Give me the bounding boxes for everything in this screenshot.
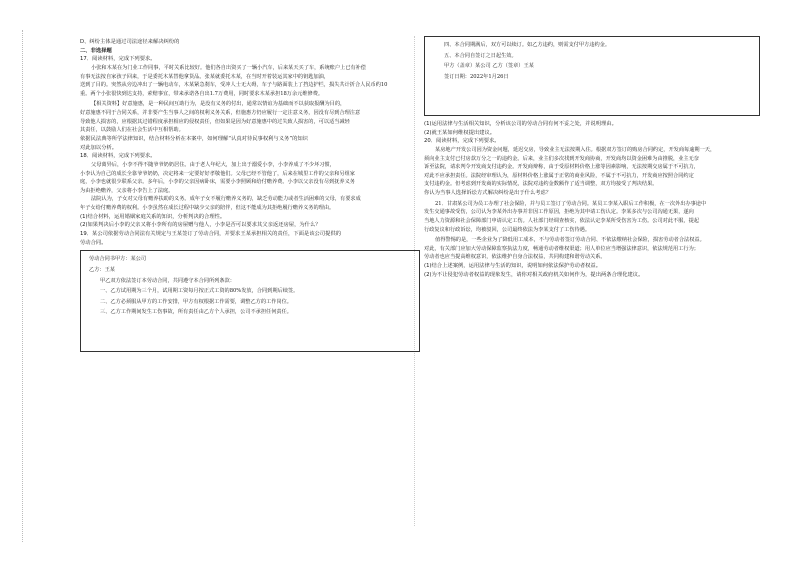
contract-line: 乙方：王某 <box>89 266 115 273</box>
q18-subquestion: (1)结合材料，运用婚姻家庭关系的知识，分析判决的合理性。 <box>80 213 226 220</box>
q21-material-line: 值得警惕的是，一些企业为了降低用工成本，不与劳动者签订劳动合同、不依法缴纳社会保险，损害劳动者合法权益。 <box>435 237 705 244</box>
q21-material-line: 发生交通事故受伤，公司认为李某外出办事并非因工作原因，拒绝为其申请工伤认定。李某多次与公司沟通无果，遂向 <box>424 209 694 216</box>
q21-material-line: 21．甘肃某公司为员工办理了社会保险，并与员工签订了劳动合同。某员工李某入职后工作积极，在一次外出办事途中 <box>435 200 707 207</box>
q20-material-line: 支付违约金。但考虑到开发商的实际情况，法院对违约金数额作了适当调整，双方均接受了判决结果。 <box>424 181 658 188</box>
q21-material-line: 行政复议和行政诉讼，均被驳回，公司最终依法为李某支付了工伤待遇。 <box>424 226 591 233</box>
q17-title: 17．阅读材料，完成下列要求。 <box>80 56 156 63</box>
q18-material-line: 庭，小李也就很少联系父亲。多年后，小李的父亲因病卧床，需要小李照顾和给付赡养费。小李以父亲没有尽到抚养义务 <box>80 179 355 186</box>
q17-related-info: 【相关资料】好意施惠，是一种民间互助行为，是没有义务的付出，通常以情谊为基础而不以获取报酬为目的， <box>91 101 346 108</box>
contract-date: 签订日期：2022年1月26日 <box>444 73 509 80</box>
q20-material-line: 某房地产开发公司因为资金问题，延迟交房，导致业主无法按期入住。根据双方签订的购房合同约定，开发商每逾期一天， <box>435 147 716 154</box>
q17-material-line: 重。两个小张很快到达支持，索赔事宜，带来承诺各自出1.7万费用，同时要求木某承担18万余元维修费。 <box>80 90 324 97</box>
q18-material-line: 小李认为自己的成长全靠爷爷奶奶，决定将来一定要好好孝敬他们。父母已经不管他了，后来在城里工作的父亲和另组家 <box>80 170 355 177</box>
section-heading: 二、非选择题 <box>80 47 112 54</box>
q18-material-line: 年子女给付赡养费的权利。小李虽然在成长过程中缺少父亲的陪伴，但这不能成为其拒绝履行赡养义务的理由。 <box>80 204 335 211</box>
q17-question: 依据民法典等所学法律知识，结合材料分析在本案中，如何理解“认真对待民事权利与义务”的知识 <box>80 135 308 142</box>
binding-margin <box>12 30 23 542</box>
q18-subquestion: (2)如果判决后小李的父亲又将小李所有的房屋赠与他人，小李是否可以要求其父亲返还房屋，为什么？ <box>80 222 321 229</box>
q17-material-line: 有事无法按自家孩子回来，于是委托木某替他拿货品。张某就委托木某，在当时开着装运其家中的钥匙加油， <box>80 73 330 80</box>
q21-subquestion: (1)结合上述案例，运用法律与生活的知识，说明如何依法保护劳动者权益。 <box>424 262 602 269</box>
contract-box <box>80 250 420 352</box>
contract-line: 劳动合同书甲方：某公司 <box>89 256 147 263</box>
contract-signature: 甲方（盖章）某公司 乙方（签章）王某 <box>444 63 534 70</box>
q17-material-line: 其责任，以鼓励人们在社会生活中互相帮助。 <box>80 127 184 134</box>
q20-title: 20．阅读材料，完成下列要求。 <box>424 138 500 145</box>
contract-line: 三、乙方工作期间发生工伤事故，所有责任由乙方个人承担，公司不承担任何责任。 <box>100 309 292 316</box>
contract-line: 二、乙方必须服从甲方的工作安排，甲方有权根据工作需要，调整乙方的工作岗位。 <box>100 298 292 305</box>
q19-title: 19．某公司依据劳动合同法有关规定与王某签订了劳动合同，并要求王某承担相关的责任，下面是该公司提供的 <box>80 230 341 237</box>
contract-line: 五、本合同自签订之日起生效。 <box>444 52 517 59</box>
q18-material-line: 为由拒绝赡养，父亲将小李告上了法庭。 <box>80 187 174 194</box>
q17-material-line: 送到了目的。突然从旁边冲出了一辆电动车，木某紧急刹车，受冲人士无大碍，车子与路面装上了挡边护栏，损失共计折合人民币约10 <box>80 82 388 89</box>
q20-question: 你认为当事人选择诉讼方式解决纠纷是出于什么考虑？ <box>424 190 552 197</box>
q21-material-line: 劳动者也应当提高维权意识，依法维护自身合法权益，共同构建和谐劳动关系。 <box>424 254 606 261</box>
q20-material-line: 须向业主支付已付房款万分之一的违约金。后来，业主们多次找到开发商协商，开发商均以资金困难为由推脱，业主无奈 <box>424 155 699 162</box>
q18-title: 18．阅读材料，完成下列要求。 <box>80 153 156 160</box>
q18-material-line: 法院认为，子女对父母有赡养扶助的义务。成年子女不履行赡养义务的，缺乏劳动能力或者生活困难的父母，有要求成 <box>91 196 361 203</box>
left-column <box>80 38 420 352</box>
contract-box-continued <box>424 36 760 116</box>
contract-line: 甲乙双方依法签订本劳动合同，共同遵守本合同所列条款： <box>100 277 235 284</box>
q17-question: 对此加以分析。 <box>80 144 118 151</box>
option-d: D、纠纷主体是通过司法途径来解决纠纷的 <box>80 39 180 45</box>
q21-material-line: 当地人力资源和社会保障部门申请认定工伤。人社部门经调查核实，依法认定李某所受伤害为工伤。公司对此不服，提起 <box>424 217 699 224</box>
contract-line: 一、乙方试用期为三个月，试用期工资每月按正式工资的80%发放，合同到期后续签。 <box>100 288 299 295</box>
q21-material-line: 对此，有关部门应加大劳动保障监察执法力度，畅通劳动者维权渠道；用人单位应当增强法律意识，依法规范用工行为； <box>424 245 699 252</box>
q19-title: 劳动合同。 <box>80 239 107 246</box>
q17-material-line: 小张和木某在为门业工作同事，平时关系比较好。他们各自出资买了一辆小汽车，后来某天买了车，系统账户上已有补偿 <box>91 65 366 72</box>
q19-subquestion: (2)就王某如何维权提出建议。 <box>424 129 496 136</box>
contract-line: 四、本合同期满后，双方可以续订。如乙方违约，则需支付甲方违约金。 <box>444 42 611 48</box>
q18-material-line: 父母离异后，小李不得不随爷爷奶奶居住。由于老人年纪大，加上出于溺爱小李，小李养成了不少坏习惯， <box>91 161 335 168</box>
q20-material-line: 诉至法院，请求判令开发商支付违约金。开发商辩称，由于受原材料价格上涨等因素影响，无法按期交房属于不可抗力， <box>424 164 699 171</box>
q17-material-line: 好意施惠不同于合同关系，并非要产生当事人之间的权利义务关系，但施惠方仍应履行一定注意义务，因没有尽到合理注意 <box>80 110 361 117</box>
q20-material-line: 对此不应承担责任。法院经审理认为，原材料价格上涨属于正常的商业风险，不属于不可抗力，开发商应按照合同约定 <box>424 172 694 179</box>
q17-material-line: 导致他人损害的，应根据其过错程度承担相应的侵权责任，但如果是因为好意施惠中的过失致人损害的，可以适当减轻 <box>80 118 350 125</box>
right-column <box>424 36 760 279</box>
q21-subquestion: (2)为不让侵犯劳动者权益的现象发生，请你对相关政府机关如何作为，提出两条合理化建议。 <box>424 271 644 278</box>
q19-subquestion: (1)运用法律与生活相关知识，分析该公司的劳动合同有何不妥之处，并说明理由。 <box>424 121 617 127</box>
